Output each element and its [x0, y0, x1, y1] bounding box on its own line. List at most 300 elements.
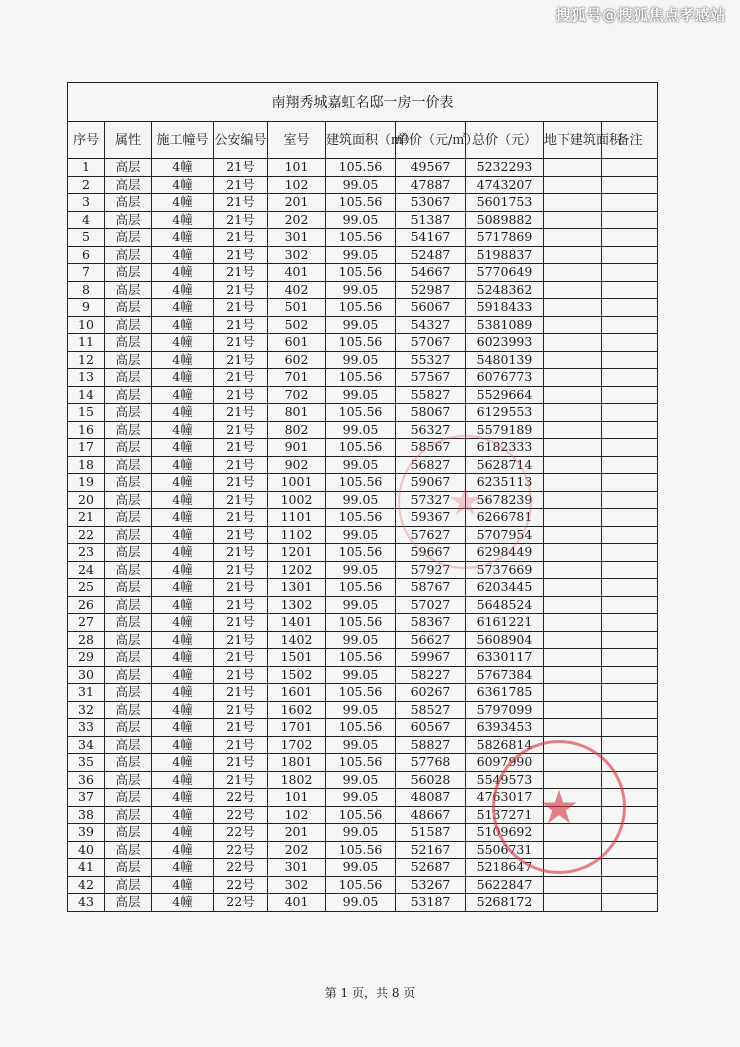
column-header: 施工幢号	[152, 122, 214, 159]
cell-area: 99.05	[326, 701, 396, 719]
cell-unit-price: 51387	[396, 211, 466, 229]
cell-room: 402	[268, 281, 326, 299]
cell-unit-price: 60567	[396, 719, 466, 737]
cell-police-no: 22号	[214, 824, 268, 842]
cell-total-price: 6182333	[466, 439, 544, 457]
cell-police-no: 22号	[214, 894, 268, 912]
cell-remark	[602, 159, 658, 177]
cell-police-no: 21号	[214, 736, 268, 754]
cell-type: 高层	[105, 316, 152, 334]
cell-remark	[602, 351, 658, 369]
cell-basement-area	[544, 509, 602, 527]
cell-area: 105.56	[326, 159, 396, 177]
cell-index: 25	[68, 579, 105, 597]
cell-area: 99.05	[326, 596, 396, 614]
cell-unit-price: 57027	[396, 596, 466, 614]
cell-type: 高层	[105, 246, 152, 264]
cell-unit-price: 59667	[396, 544, 466, 562]
cell-room: 302	[268, 246, 326, 264]
cell-type: 高层	[105, 509, 152, 527]
table-row	[68, 614, 658, 632]
cell-type: 高层	[105, 491, 152, 509]
cell-area: 99.05	[326, 824, 396, 842]
cell-type: 高层	[105, 876, 152, 894]
cell-unit-price: 57927	[396, 561, 466, 579]
cell-room: 802	[268, 421, 326, 439]
cell-index: 41	[68, 859, 105, 877]
cell-building: 4幢	[152, 614, 214, 632]
cell-index: 7	[68, 264, 105, 282]
cell-remark	[602, 264, 658, 282]
cell-index: 23	[68, 544, 105, 562]
cell-remark	[602, 246, 658, 264]
cell-area: 99.05	[326, 736, 396, 754]
cell-unit-price: 56028	[396, 771, 466, 789]
cell-police-no: 22号	[214, 806, 268, 824]
table-row	[68, 894, 658, 912]
cell-room: 1001	[268, 474, 326, 492]
cell-unit-price: 47887	[396, 176, 466, 194]
cell-index: 39	[68, 824, 105, 842]
cell-area: 99.05	[326, 456, 396, 474]
table-row	[68, 176, 658, 194]
cell-area: 99.05	[326, 771, 396, 789]
cell-basement-area	[544, 841, 602, 859]
cell-total-price: 5109692	[466, 824, 544, 842]
cell-basement-area	[544, 334, 602, 352]
table-row	[68, 841, 658, 859]
cell-building: 4幢	[152, 859, 214, 877]
cell-building: 4幢	[152, 439, 214, 457]
cell-remark	[602, 649, 658, 667]
table-row	[68, 666, 658, 684]
cell-remark	[602, 614, 658, 632]
cell-index: 26	[68, 596, 105, 614]
cell-type: 高层	[105, 159, 152, 177]
table-row	[68, 334, 658, 352]
cell-index: 20	[68, 491, 105, 509]
table-row	[68, 649, 658, 667]
table-row	[68, 421, 658, 439]
table-row	[68, 246, 658, 264]
table-row	[68, 701, 658, 719]
cell-type: 高层	[105, 404, 152, 422]
cell-unit-price: 52987	[396, 281, 466, 299]
cell-total-price: 5608904	[466, 631, 544, 649]
cell-police-no: 21号	[214, 719, 268, 737]
cell-remark	[602, 176, 658, 194]
cell-total-price: 5268172	[466, 894, 544, 912]
cell-unit-price: 58067	[396, 404, 466, 422]
cell-building: 4幢	[152, 596, 214, 614]
cell-unit-price: 49567	[396, 159, 466, 177]
cell-total-price: 6266781	[466, 509, 544, 527]
cell-building: 4幢	[152, 509, 214, 527]
cell-unit-price: 52487	[396, 246, 466, 264]
cell-building: 4幢	[152, 159, 214, 177]
cell-remark	[602, 439, 658, 457]
cell-area: 99.05	[326, 176, 396, 194]
cell-basement-area	[544, 649, 602, 667]
cell-total-price: 6393453	[466, 719, 544, 737]
cell-room: 1101	[268, 509, 326, 527]
cell-unit-price: 53267	[396, 876, 466, 894]
cell-remark	[602, 666, 658, 684]
cell-total-price: 5707954	[466, 526, 544, 544]
cell-building: 4幢	[152, 281, 214, 299]
cell-total-price: 4743207	[466, 176, 544, 194]
cell-remark	[602, 509, 658, 527]
cell-unit-price: 57567	[396, 369, 466, 387]
cell-building: 4幢	[152, 561, 214, 579]
cell-police-no: 21号	[214, 334, 268, 352]
cell-basement-area	[544, 194, 602, 212]
cell-basement-area	[544, 789, 602, 807]
cell-police-no: 21号	[214, 596, 268, 614]
cell-unit-price: 58827	[396, 736, 466, 754]
cell-building: 4幢	[152, 771, 214, 789]
cell-police-no: 21号	[214, 194, 268, 212]
cell-unit-price: 48087	[396, 789, 466, 807]
star-icon: ★	[447, 479, 483, 525]
cell-building: 4幢	[152, 369, 214, 387]
cell-remark	[602, 561, 658, 579]
cell-index: 8	[68, 281, 105, 299]
table-row	[68, 631, 658, 649]
cell-type: 高层	[105, 194, 152, 212]
cell-index: 18	[68, 456, 105, 474]
cell-area: 99.05	[326, 789, 396, 807]
table-row	[68, 596, 658, 614]
cell-basement-area	[544, 596, 602, 614]
table-row	[68, 474, 658, 492]
cell-basement-area	[544, 736, 602, 754]
cell-room: 302	[268, 876, 326, 894]
cell-police-no: 21号	[214, 701, 268, 719]
cell-area: 105.56	[326, 474, 396, 492]
cell-basement-area	[544, 456, 602, 474]
cell-room: 501	[268, 299, 326, 317]
cell-index: 40	[68, 841, 105, 859]
cell-index: 3	[68, 194, 105, 212]
cell-index: 2	[68, 176, 105, 194]
column-header: 地下建筑面积	[544, 122, 602, 159]
cell-type: 高层	[105, 789, 152, 807]
cell-remark	[602, 579, 658, 597]
cell-room: 401	[268, 894, 326, 912]
cell-index: 21	[68, 509, 105, 527]
cell-area: 105.56	[326, 299, 396, 317]
cell-index: 22	[68, 526, 105, 544]
cell-building: 4幢	[152, 649, 214, 667]
table-row	[68, 754, 658, 772]
cell-room: 1801	[268, 754, 326, 772]
cell-police-no: 22号	[214, 841, 268, 859]
cell-index: 6	[68, 246, 105, 264]
cell-building: 4幢	[152, 789, 214, 807]
cell-building: 4幢	[152, 386, 214, 404]
cell-type: 高层	[105, 369, 152, 387]
cell-remark	[602, 456, 658, 474]
cell-index: 42	[68, 876, 105, 894]
cell-remark	[602, 334, 658, 352]
cell-total-price: 5678239	[466, 491, 544, 509]
cell-building: 4幢	[152, 456, 214, 474]
table-row	[68, 771, 658, 789]
cell-room: 1802	[268, 771, 326, 789]
table-row	[68, 369, 658, 387]
cell-total-price: 5770649	[466, 264, 544, 282]
cell-total-price: 5767384	[466, 666, 544, 684]
cell-index: 30	[68, 666, 105, 684]
cell-basement-area	[544, 299, 602, 317]
column-header: 建筑面积（㎡）	[326, 122, 396, 159]
cell-basement-area	[544, 614, 602, 632]
cell-police-no: 21号	[214, 561, 268, 579]
cell-total-price: 4763017	[466, 789, 544, 807]
cell-basement-area	[544, 806, 602, 824]
cell-basement-area	[544, 719, 602, 737]
cell-remark	[602, 526, 658, 544]
cell-room: 201	[268, 824, 326, 842]
cell-total-price: 6298449	[466, 544, 544, 562]
cell-index: 12	[68, 351, 105, 369]
cell-total-price: 5232293	[466, 159, 544, 177]
cell-unit-price: 48667	[396, 806, 466, 824]
cell-police-no: 21号	[214, 474, 268, 492]
cell-index: 43	[68, 894, 105, 912]
cell-room: 1702	[268, 736, 326, 754]
cell-basement-area	[544, 474, 602, 492]
cell-unit-price: 54327	[396, 316, 466, 334]
cell-total-price: 5248362	[466, 281, 544, 299]
cell-building: 4幢	[152, 544, 214, 562]
cell-basement-area	[544, 631, 602, 649]
cell-unit-price: 56067	[396, 299, 466, 317]
cell-index: 9	[68, 299, 105, 317]
cell-building: 4幢	[152, 876, 214, 894]
star-icon: ★	[538, 780, 580, 834]
cell-building: 4幢	[152, 404, 214, 422]
watermark-text: 搜狐号@搜狐焦点孝感站	[555, 6, 726, 24]
cell-unit-price: 51587	[396, 824, 466, 842]
cell-police-no: 21号	[214, 281, 268, 299]
table-row	[68, 229, 658, 247]
page-footer: 第 1 页，共 8 页	[324, 986, 416, 1000]
table-row	[68, 544, 658, 562]
cell-total-price: 5381089	[466, 316, 544, 334]
cell-basement-area	[544, 351, 602, 369]
cell-index: 11	[68, 334, 105, 352]
cell-index: 37	[68, 789, 105, 807]
cell-basement-area	[544, 876, 602, 894]
cell-basement-area	[544, 579, 602, 597]
cell-type: 高层	[105, 701, 152, 719]
cell-type: 高层	[105, 579, 152, 597]
cell-index: 29	[68, 649, 105, 667]
cell-total-price: 6097990	[466, 754, 544, 772]
cell-basement-area	[544, 754, 602, 772]
table-row	[68, 281, 658, 299]
cell-basement-area	[544, 369, 602, 387]
cell-index: 32	[68, 701, 105, 719]
cell-basement-area	[544, 229, 602, 247]
cell-basement-area	[544, 544, 602, 562]
cell-building: 4幢	[152, 246, 214, 264]
cell-remark	[602, 719, 658, 737]
cell-building: 4幢	[152, 719, 214, 737]
table-title: 南翔秀城嘉虹名邸一房一价表	[68, 83, 658, 122]
cell-type: 高层	[105, 299, 152, 317]
cell-basement-area	[544, 316, 602, 334]
header-row	[68, 122, 658, 159]
cell-unit-price: 60267	[396, 684, 466, 702]
cell-total-price: 5622847	[466, 876, 544, 894]
cell-room: 201	[268, 194, 326, 212]
table-body	[68, 159, 658, 912]
table-row	[68, 719, 658, 737]
cell-index: 38	[68, 806, 105, 824]
cell-room: 602	[268, 351, 326, 369]
cell-unit-price: 55827	[396, 386, 466, 404]
cell-police-no: 21号	[214, 631, 268, 649]
cell-total-price: 5737669	[466, 561, 544, 579]
cell-room: 1602	[268, 701, 326, 719]
cell-building: 4幢	[152, 474, 214, 492]
cell-room: 1601	[268, 684, 326, 702]
cell-area: 105.56	[326, 684, 396, 702]
cell-type: 高层	[105, 649, 152, 667]
cell-police-no: 21号	[214, 369, 268, 387]
cell-type: 高层	[105, 211, 152, 229]
cell-total-price: 5198837	[466, 246, 544, 264]
cell-unit-price: 56327	[396, 421, 466, 439]
cell-remark	[602, 859, 658, 877]
cell-area: 99.05	[326, 211, 396, 229]
cell-building: 4幢	[152, 334, 214, 352]
cell-area: 99.05	[326, 281, 396, 299]
cell-remark	[602, 841, 658, 859]
cell-area: 105.56	[326, 439, 396, 457]
cell-room: 1201	[268, 544, 326, 562]
cell-room: 1301	[268, 579, 326, 597]
cell-basement-area	[544, 404, 602, 422]
cell-area: 99.05	[326, 421, 396, 439]
table-row	[68, 316, 658, 334]
cell-index: 16	[68, 421, 105, 439]
cell-area: 99.05	[326, 526, 396, 544]
cell-remark	[602, 701, 658, 719]
cell-basement-area	[544, 666, 602, 684]
cell-type: 高层	[105, 596, 152, 614]
cell-room: 202	[268, 841, 326, 859]
cell-area: 105.56	[326, 841, 396, 859]
cell-unit-price: 56627	[396, 631, 466, 649]
cell-unit-price: 52687	[396, 859, 466, 877]
cell-building: 4幢	[152, 229, 214, 247]
cell-building: 4幢	[152, 894, 214, 912]
cell-room: 101	[268, 789, 326, 807]
cell-basement-area	[544, 386, 602, 404]
cell-basement-area	[544, 421, 602, 439]
cell-type: 高层	[105, 736, 152, 754]
cell-unit-price: 52167	[396, 841, 466, 859]
cell-remark	[602, 281, 658, 299]
cell-type: 高层	[105, 544, 152, 562]
cell-building: 4幢	[152, 631, 214, 649]
cell-total-price: 5529664	[466, 386, 544, 404]
column-header: 序号	[68, 122, 105, 159]
cell-building: 4幢	[152, 841, 214, 859]
cell-type: 高层	[105, 666, 152, 684]
cell-type: 高层	[105, 824, 152, 842]
cell-index: 31	[68, 684, 105, 702]
cell-area: 99.05	[326, 666, 396, 684]
cell-area: 105.56	[326, 404, 396, 422]
cell-building: 4幢	[152, 579, 214, 597]
cell-type: 高层	[105, 719, 152, 737]
cell-index: 15	[68, 404, 105, 422]
table-row	[68, 859, 658, 877]
cell-remark	[602, 806, 658, 824]
cell-police-no: 22号	[214, 859, 268, 877]
cell-total-price: 5549573	[466, 771, 544, 789]
cell-basement-area	[544, 176, 602, 194]
cell-police-no: 21号	[214, 544, 268, 562]
cell-basement-area	[544, 824, 602, 842]
cell-index: 19	[68, 474, 105, 492]
table-row	[68, 789, 658, 807]
cell-type: 高层	[105, 264, 152, 282]
cell-basement-area	[544, 246, 602, 264]
cell-police-no: 21号	[214, 684, 268, 702]
cell-area: 99.05	[326, 316, 396, 334]
cell-index: 4	[68, 211, 105, 229]
cell-total-price: 6330117	[466, 649, 544, 667]
cell-basement-area	[544, 859, 602, 877]
cell-building: 4幢	[152, 176, 214, 194]
column-header: 单价（元/㎡）	[396, 122, 466, 159]
cell-basement-area	[544, 701, 602, 719]
cell-basement-area	[544, 771, 602, 789]
cell-index: 28	[68, 631, 105, 649]
cell-total-price: 5918433	[466, 299, 544, 317]
cell-remark	[602, 299, 658, 317]
table-row	[68, 386, 658, 404]
cell-police-no: 21号	[214, 176, 268, 194]
cell-room: 701	[268, 369, 326, 387]
cell-building: 4幢	[152, 491, 214, 509]
cell-police-no: 21号	[214, 159, 268, 177]
cell-unit-price: 54667	[396, 264, 466, 282]
cell-unit-price: 54167	[396, 229, 466, 247]
cell-total-price: 5826814	[466, 736, 544, 754]
cell-area: 99.05	[326, 561, 396, 579]
cell-type: 高层	[105, 841, 152, 859]
table-row	[68, 159, 658, 177]
cell-total-price: 6161221	[466, 614, 544, 632]
cell-total-price: 5480139	[466, 351, 544, 369]
cell-remark	[602, 789, 658, 807]
cell-area: 99.05	[326, 491, 396, 509]
cell-area: 105.56	[326, 754, 396, 772]
cell-police-no: 21号	[214, 614, 268, 632]
cell-area: 105.56	[326, 806, 396, 824]
cell-total-price: 5717869	[466, 229, 544, 247]
cell-basement-area	[544, 439, 602, 457]
table-row	[68, 299, 658, 317]
cell-building: 4幢	[152, 824, 214, 842]
